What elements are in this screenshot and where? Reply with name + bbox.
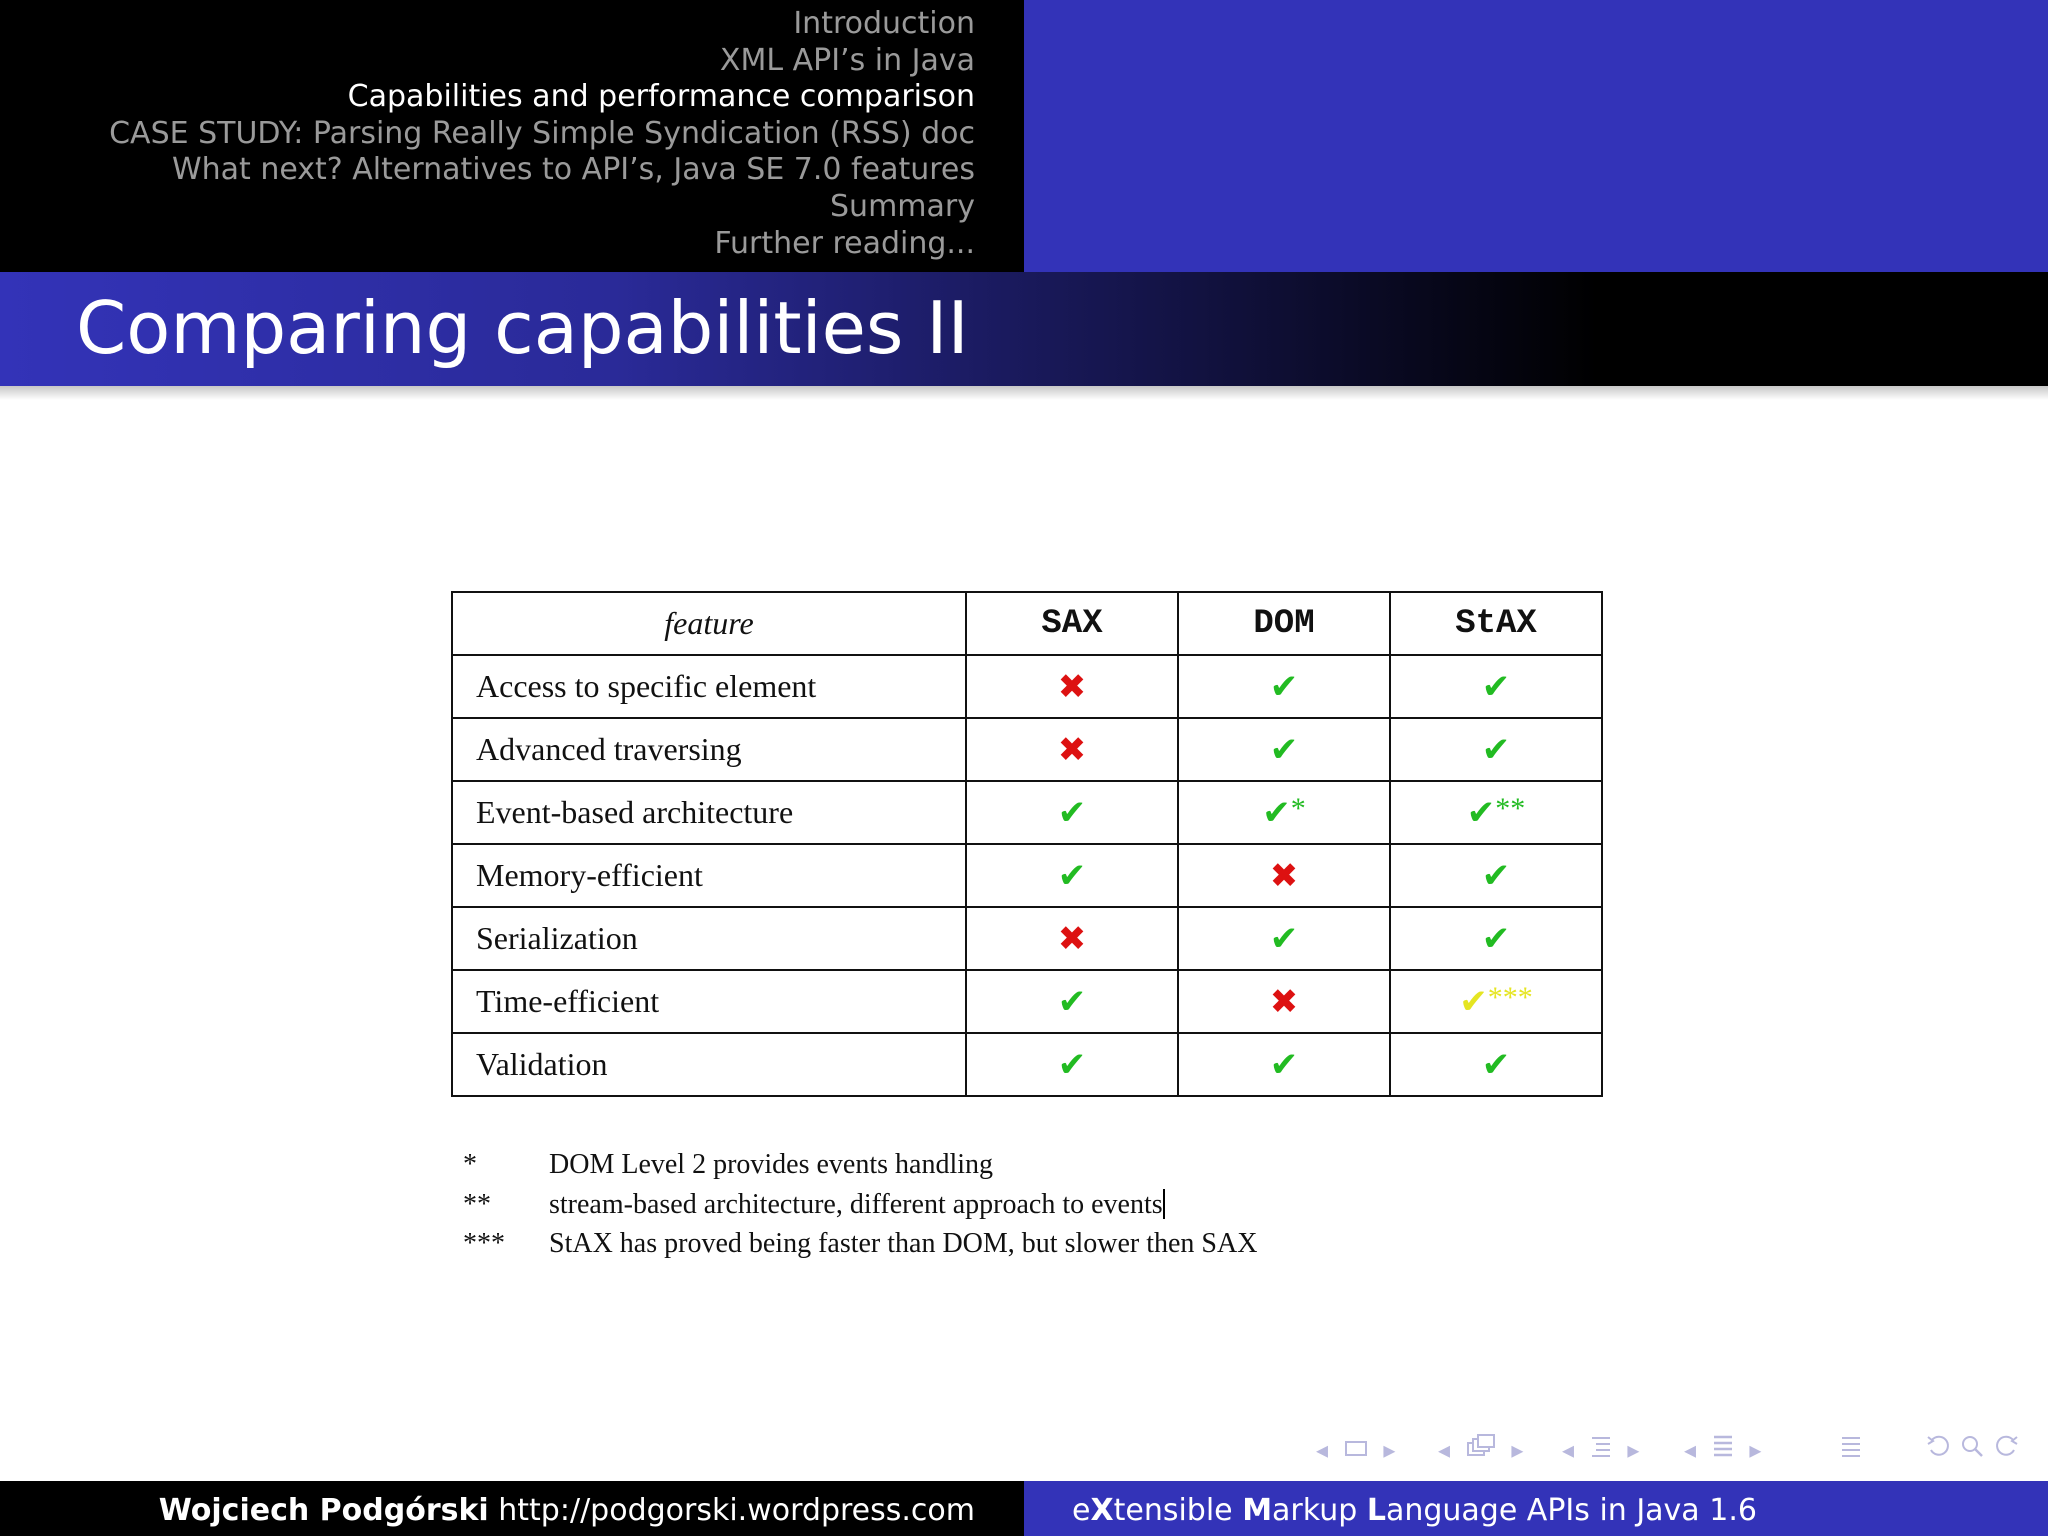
- table-row: [452, 970, 1602, 1033]
- check-icon: ✔: [1466, 793, 1496, 833]
- arrow-right-icon: ▸: [1383, 1436, 1396, 1464]
- nav-item-what-next[interactable]: What next? Alternatives to API’s, Java SE 7.0 features: [171, 152, 975, 188]
- check-icon: ✔: [1262, 793, 1291, 833]
- undo-icon[interactable]: [1926, 1432, 1952, 1468]
- footnote-text: StAX has proved being faster than DOM, but slower then SAX: [549, 1228, 1258, 1259]
- footnote-marker: *: [463, 1149, 477, 1180]
- comparison-table-figure: [451, 591, 1603, 1097]
- nav-item-summary[interactable]: Summary: [830, 188, 975, 224]
- feature-cell: Advanced traversing: [452, 718, 966, 781]
- check-icon: ✔: [1459, 982, 1488, 1022]
- check-icon: ✔: [1269, 1044, 1299, 1085]
- header-left-panel: [0, 0, 1024, 272]
- feature-cell: Access to specific element: [452, 655, 966, 718]
- nav-section-icon[interactable]: [1562, 1432, 1639, 1468]
- sax-cell: [966, 655, 1178, 718]
- check-icon: ✔: [1057, 792, 1087, 833]
- sax-cell: [966, 844, 1178, 907]
- nav-frame-icon[interactable]: [1316, 1432, 1395, 1468]
- table-row: [452, 907, 1602, 970]
- dom-cell: [1178, 1033, 1390, 1096]
- footnote-text: stream-based architecture, different approach to events: [549, 1188, 1163, 1220]
- footer-author: [159, 1493, 975, 1528]
- cross-icon: ✖: [1057, 729, 1087, 770]
- arrow-right-icon: ▸: [1749, 1436, 1762, 1464]
- title-part: anguage APIs in Java 1.6: [1385, 1493, 1757, 1528]
- title-part: arkup: [1272, 1493, 1367, 1528]
- stax-cell: [1390, 655, 1602, 718]
- table-row: [452, 781, 1602, 844]
- arrow-left-icon: ◂: [1438, 1436, 1451, 1464]
- sax-cell: [966, 907, 1178, 970]
- dom-cell: [1178, 718, 1390, 781]
- title-part: tensible: [1113, 1493, 1243, 1528]
- column-header-dom: DOM: [1178, 592, 1390, 655]
- cross-icon: ✖: [1057, 918, 1087, 959]
- header-right-panel: [1024, 0, 2048, 272]
- title-part: M: [1242, 1493, 1273, 1528]
- footer-presentation-title: [1072, 1493, 1757, 1528]
- arrow-right-icon: ▸: [1511, 1436, 1524, 1464]
- footnote-text: DOM Level 2 provides events handling: [549, 1149, 994, 1180]
- stax-cell: [1390, 781, 1602, 844]
- title-part: X: [1090, 1493, 1114, 1528]
- author-url[interactable]: http://podgorski.wordpress.com: [498, 1493, 975, 1528]
- nav-document-icon[interactable]: [1684, 1432, 1761, 1468]
- author-name: Wojciech Podgórski: [158, 1493, 489, 1528]
- nav-item-introduction[interactable]: Introduction: [793, 6, 975, 41]
- check-icon: ✔: [1481, 855, 1511, 896]
- sax-cell: [966, 718, 1178, 781]
- stax-cell: [1390, 970, 1602, 1033]
- feature-cell: Memory-efficient: [452, 844, 966, 907]
- dom-cell: [1178, 907, 1390, 970]
- check-icon: ✔: [1481, 918, 1511, 959]
- feature-cell: Serialization: [452, 907, 966, 970]
- check-icon: ✔: [1057, 855, 1087, 896]
- feature-cell: Validation: [452, 1033, 966, 1096]
- dom-cell: [1178, 844, 1390, 907]
- check-icon: ✔: [1269, 918, 1299, 959]
- sax-cell: [966, 1033, 1178, 1096]
- footnotes: [463, 1149, 1257, 1268]
- footnote-reference: *: [1290, 792, 1306, 825]
- footnote-reference: **: [1495, 792, 1526, 825]
- arrow-left-icon: ◂: [1562, 1436, 1575, 1464]
- arrow-right-icon: ▸: [1627, 1436, 1640, 1464]
- footnote-reference: ***: [1487, 981, 1533, 1014]
- check-icon: ✔: [1057, 981, 1087, 1022]
- arrow-left-icon: ◂: [1316, 1436, 1329, 1464]
- column-header-stax: StAX: [1390, 592, 1602, 655]
- cross-icon: ✖: [1269, 855, 1299, 896]
- table-row: [452, 655, 1602, 718]
- nav-subsection-icon[interactable]: [1438, 1432, 1523, 1468]
- feature-cell: Time-efficient: [452, 970, 966, 1033]
- slide-title: Comparing capabilities II: [76, 286, 969, 370]
- table-row: [452, 1033, 1602, 1096]
- title-bar-shadow: [0, 386, 2048, 400]
- cross-icon: ✖: [1057, 666, 1087, 707]
- footnote: [463, 1149, 1257, 1189]
- nav-appendix-icon[interactable]: [1840, 1432, 1862, 1468]
- footer-right: [1024, 1481, 2048, 1536]
- check-icon: ✔: [1269, 666, 1299, 707]
- sax-cell: [966, 970, 1178, 1033]
- footnote-marker: **: [463, 1188, 491, 1220]
- document-icon: [1712, 1432, 1734, 1468]
- comparison-table: [451, 591, 1603, 1097]
- section-navigation: [0, 6, 975, 262]
- table-row: [452, 844, 1602, 907]
- cross-icon: ✖: [1269, 981, 1299, 1022]
- stax-cell: [1390, 907, 1602, 970]
- stax-cell: [1390, 718, 1602, 781]
- check-icon: ✔: [1481, 1044, 1511, 1085]
- frame-icon: [1344, 1432, 1368, 1468]
- section-icon: [1590, 1432, 1612, 1468]
- title-part: e: [1072, 1493, 1091, 1528]
- check-icon: ✔: [1057, 1044, 1087, 1085]
- dom-cell: [1178, 970, 1390, 1033]
- check-icon: ✔: [1481, 729, 1511, 770]
- subsection-icon: [1466, 1432, 1496, 1468]
- stax-cell: [1390, 844, 1602, 907]
- column-header-feature: feature: [452, 592, 966, 655]
- title-part: L: [1366, 1493, 1386, 1528]
- text-cursor: [1163, 1189, 1165, 1219]
- arrow-left-icon: ◂: [1684, 1436, 1697, 1464]
- nav-item-case-study[interactable]: CASE STUDY: Parsing Really Simple Syndication (RSS) doc: [109, 115, 975, 151]
- nav-item-further-reading[interactable]: Further reading...: [714, 225, 975, 261]
- nav-item-xml-apis[interactable]: XML API’s in Java: [719, 42, 975, 78]
- column-header-sax: SAX: [966, 592, 1178, 655]
- redo-icon[interactable]: [1993, 1432, 2019, 1468]
- footnote-marker: ***: [463, 1228, 505, 1259]
- table-row: [452, 718, 1602, 781]
- check-icon: ✔: [1269, 729, 1299, 770]
- table-header-row: [452, 592, 1602, 655]
- sax-cell: [966, 781, 1178, 844]
- check-icon: ✔: [1481, 666, 1511, 707]
- nav-search-icon[interactable]: [1926, 1432, 2019, 1468]
- list-icon: [1840, 1432, 1862, 1468]
- dom-cell: [1178, 781, 1390, 844]
- footnote: [463, 1228, 1257, 1268]
- stax-cell: [1390, 1033, 1602, 1096]
- nav-item-capabilities[interactable]: Capabilities and performance comparison: [347, 79, 975, 115]
- feature-cell: Event-based architecture: [452, 781, 966, 844]
- dom-cell: [1178, 655, 1390, 718]
- search-icon[interactable]: [1960, 1432, 1986, 1468]
- footer-left: [0, 1481, 1024, 1536]
- footnote: [463, 1189, 1257, 1229]
